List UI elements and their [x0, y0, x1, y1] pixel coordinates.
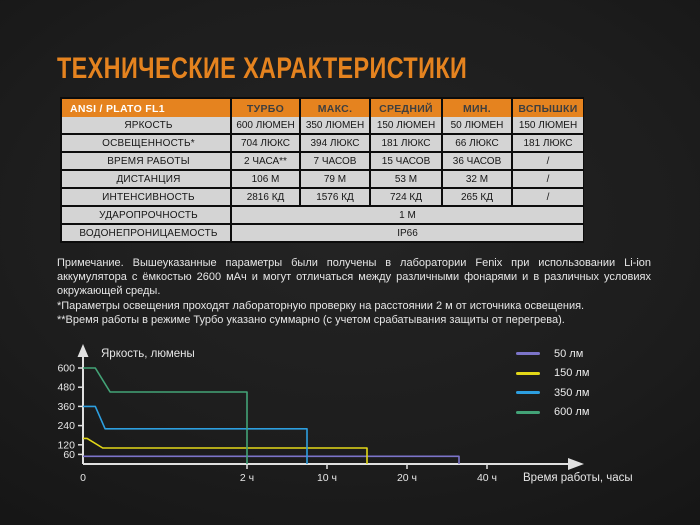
note-turbo: **Время работы в режиме Турбо указано суммарно (с учетом срабатывания защиты от перегрева).	[57, 313, 565, 326]
table-header-turbo: ТУРБО	[232, 99, 299, 119]
svg-text:Яркость, люмены: Яркость, люмены	[101, 348, 195, 360]
svg-text:120: 120	[57, 439, 75, 452]
table-cell: 394 ЛЮКС	[301, 135, 369, 151]
legend-color-dash	[516, 372, 540, 375]
row-label-distance: ДИСТАНЦИЯ	[62, 171, 230, 187]
note-general: Примечание. Вышеуказанные параметры были получены в лаборатории Fenix при использовании Li-ion аккумулятора с ёмкостью 2600 мАч и могут отличаться между различными фонарями и в различных условиях окружающей среды.	[57, 257, 651, 298]
legend-label: 50 лм	[554, 347, 584, 360]
table-cell: 265 КД	[443, 189, 511, 205]
table-cell: 150 ЛЮМЕН	[371, 117, 441, 133]
table-cell-span: IP66	[232, 225, 583, 241]
table-cell: 704 ЛЮКС	[232, 135, 299, 151]
legend-color-dash	[516, 411, 540, 414]
table-cell: 2816 КД	[232, 189, 299, 205]
table-header-mid: СРЕДНИЙ	[371, 99, 441, 119]
table-cell: 181 ЛЮКС	[513, 135, 583, 151]
table-cell: /	[513, 171, 583, 187]
row-label-intensity: ИНТЕНСИВНОСТЬ	[62, 189, 230, 205]
svg-text:10 ч: 10 ч	[316, 472, 338, 484]
table-header-standard: ANSI / PLATO FL1	[62, 99, 230, 119]
legend-label: 600 лм	[554, 406, 590, 419]
legend-item	[516, 344, 589, 364]
svg-text:480: 480	[57, 381, 75, 394]
table-cell: 150 ЛЮМЕН	[513, 117, 583, 133]
row-label-impact-resistance: УДАРОПРОЧНОСТЬ	[62, 207, 230, 223]
table-cell: 600 ЛЮМЕН	[232, 117, 299, 133]
legend-color-dash	[516, 352, 540, 355]
svg-text:60: 60	[63, 448, 75, 461]
table-cell: 79 М	[301, 171, 369, 187]
legend-item	[516, 383, 589, 403]
table-cell: 53 М	[371, 171, 441, 187]
row-label-brightness: ЯРКОСТЬ	[62, 117, 230, 133]
row-label-waterproof: ВОДОНЕПРОНИЦАЕМОСТЬ	[62, 225, 230, 241]
legend-item	[516, 403, 589, 423]
legend-color-dash	[516, 391, 540, 394]
table-cell: 1576 КД	[301, 189, 369, 205]
table-cell: /	[513, 189, 583, 205]
svg-text:360: 360	[57, 400, 75, 413]
table-header-strobe: ВСПЫШКИ	[513, 99, 583, 119]
table-header-max: МАКС.	[301, 99, 369, 119]
table-cell: 106 М	[232, 171, 299, 187]
svg-text:40 ч: 40 ч	[476, 472, 498, 484]
row-label-illuminance: ОСВЕЩЕННОСТЬ*	[62, 135, 230, 151]
table-cell: 7 ЧАСОВ	[301, 153, 369, 169]
svg-text:20 ч: 20 ч	[396, 472, 418, 484]
legend-label: 350 лм	[554, 386, 590, 399]
spec-table	[60, 97, 584, 243]
row-label-runtime: ВРЕМЯ РАБОТЫ	[62, 153, 230, 169]
table-cell: 36 ЧАСОВ	[443, 153, 511, 169]
svg-text:240: 240	[57, 420, 75, 433]
legend-label: 150 лм	[554, 367, 590, 380]
chart-legend	[516, 344, 589, 422]
page-title: ТЕХНИЧЕСКИЕ ХАРАКТЕРИСТИКИ	[57, 52, 468, 85]
table-cell-span: 1 М	[232, 207, 583, 223]
svg-text:2 ч: 2 ч	[239, 472, 255, 484]
table-cell: 32 М	[443, 171, 511, 187]
table-cell: 181 ЛЮКС	[371, 135, 441, 151]
svg-text:0: 0	[80, 472, 86, 484]
table-cell: 724 КД	[371, 189, 441, 205]
footnotes	[57, 256, 651, 327]
legend-item	[516, 364, 589, 384]
table-cell: 2 ЧАСА**	[232, 153, 299, 169]
table-cell: 15 ЧАСОВ	[371, 153, 441, 169]
note-illumination: *Параметры освещения проходят лабораторную проверку на расстоянии 2 м от источника освещения.	[57, 299, 585, 312]
table-cell: 350 ЛЮМЕН	[301, 117, 369, 133]
svg-text:Время работы, часы: Время работы, часы	[523, 472, 633, 484]
table-header-min: МИН.	[443, 99, 511, 119]
table-cell: 50 ЛЮМЕН	[443, 117, 511, 133]
svg-text:600: 600	[57, 362, 75, 375]
table-cell: /	[513, 153, 583, 169]
table-cell: 66 ЛЮКС	[443, 135, 511, 151]
